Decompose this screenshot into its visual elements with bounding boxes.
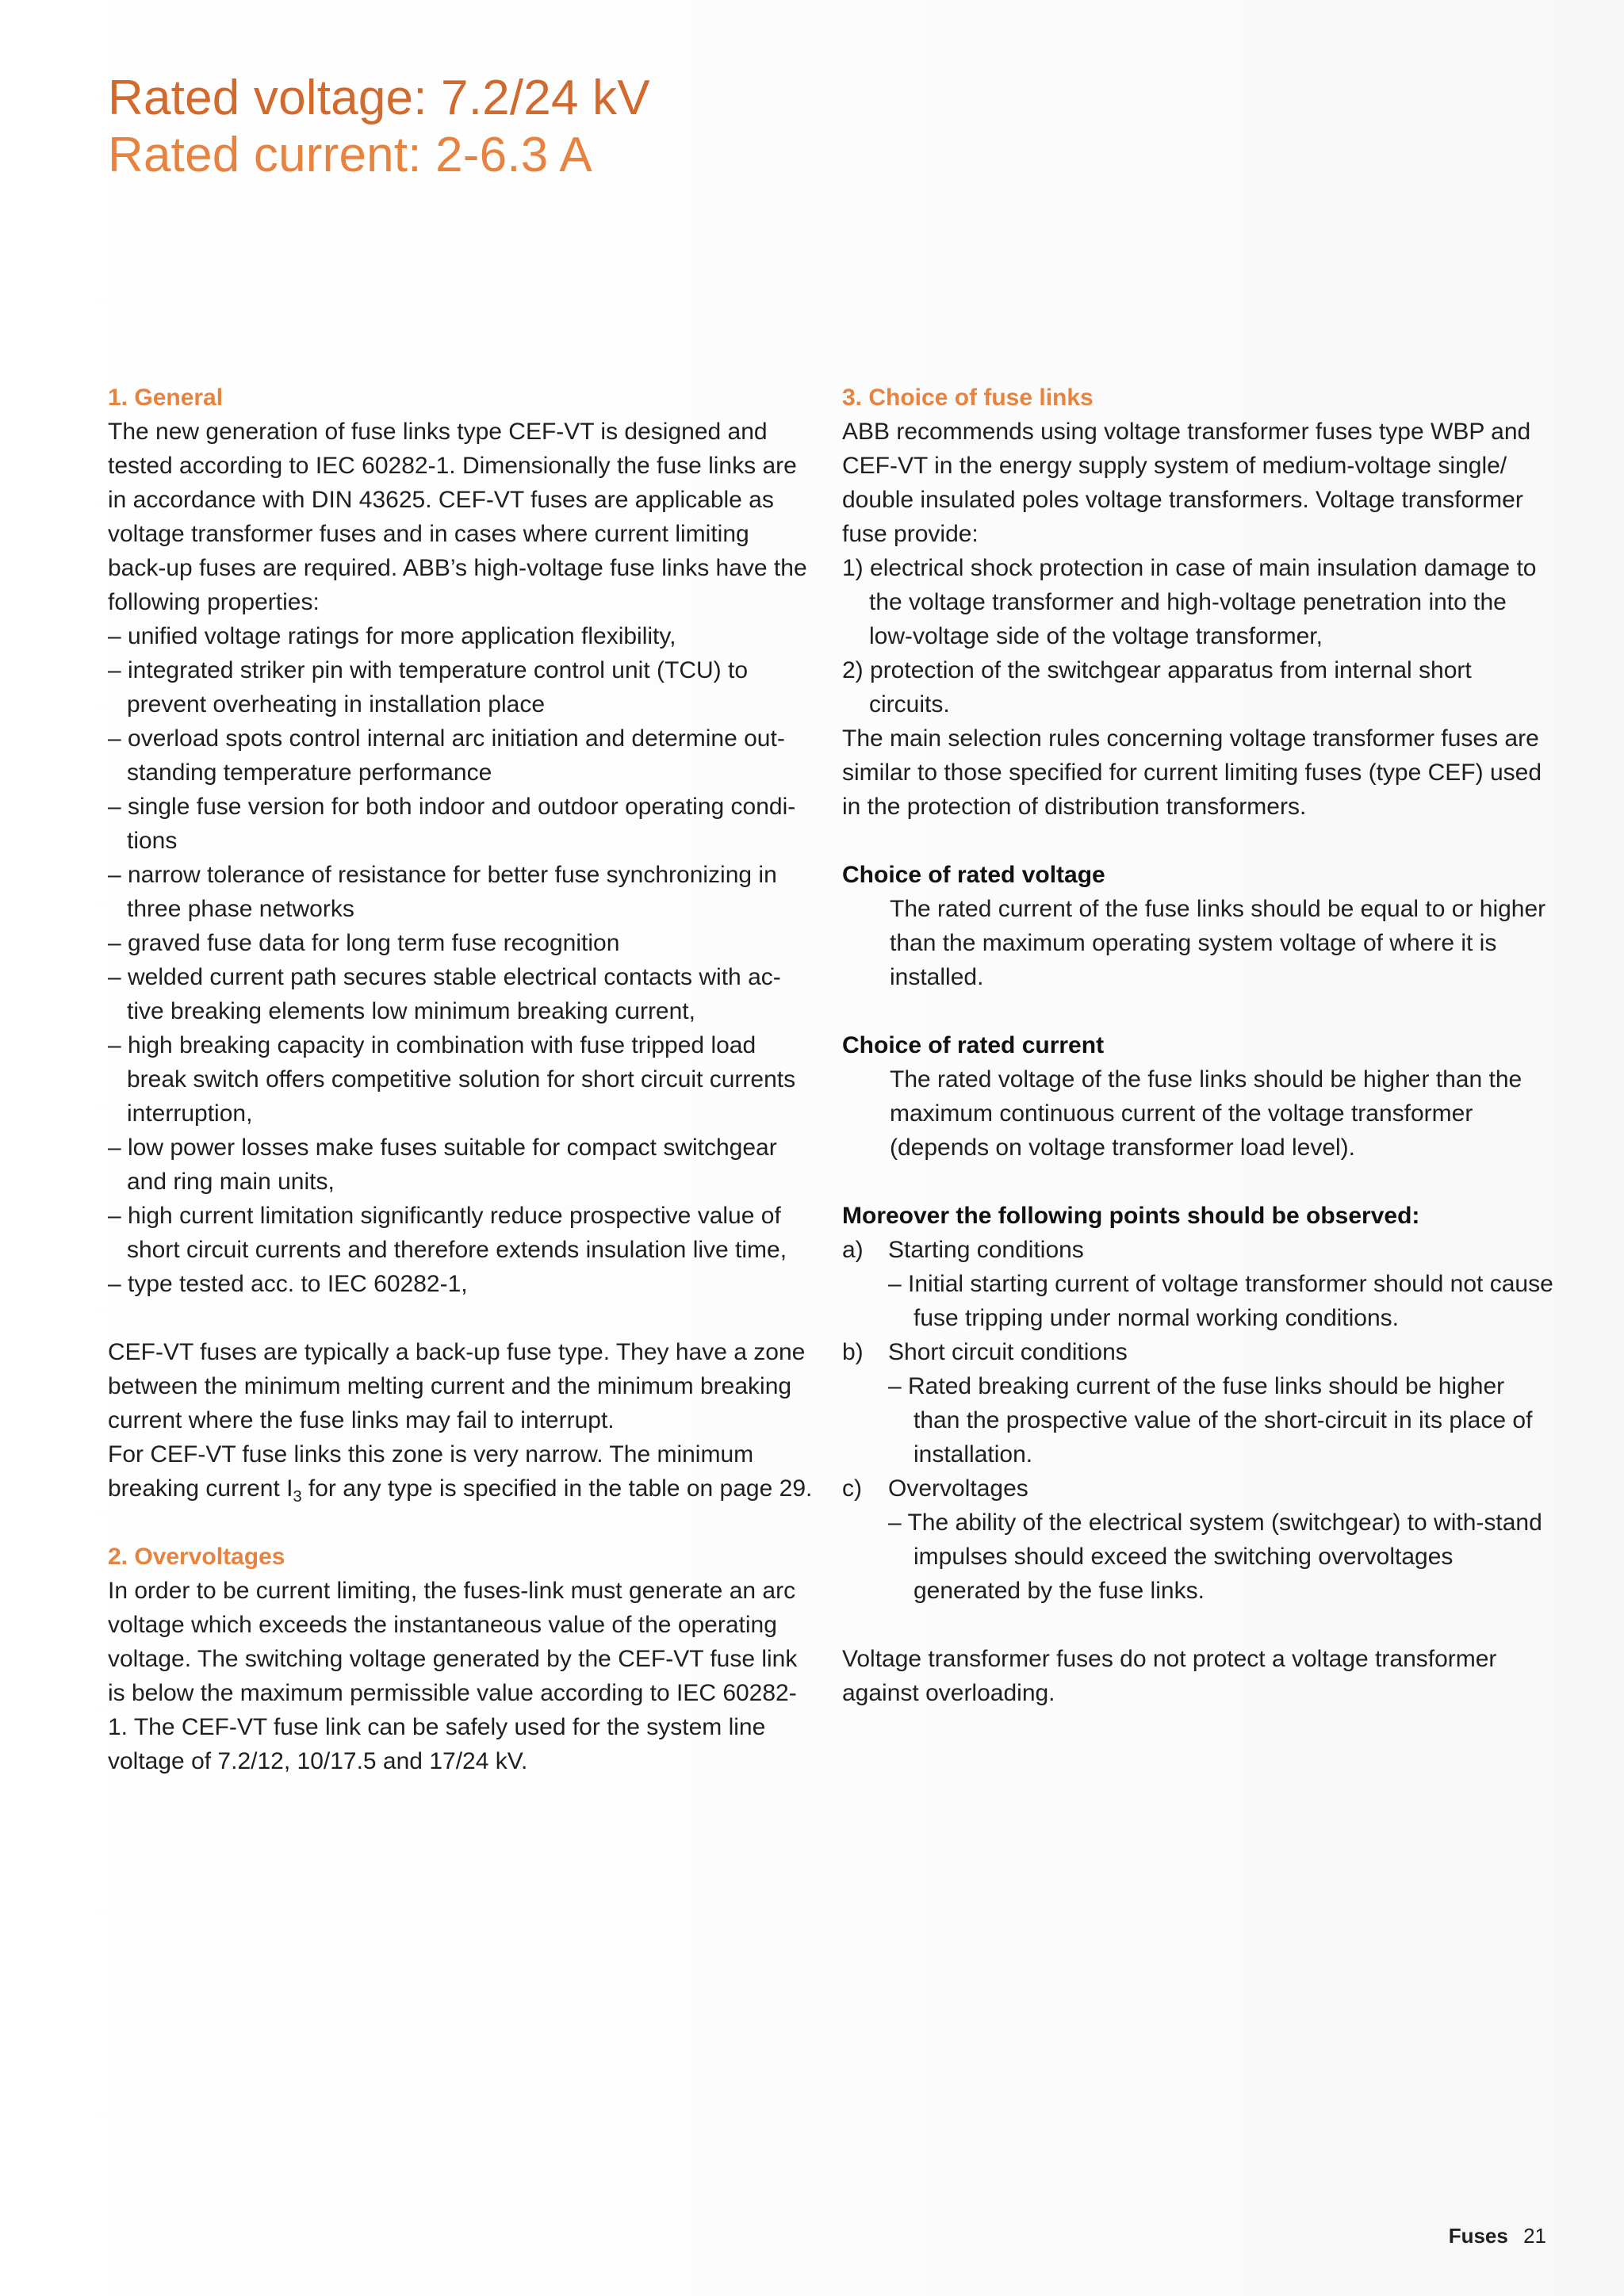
list-item: – welded current path secures stable electrical contacts with ac-tive breaking elements low minimum breaking current,	[108, 964, 781, 1024]
page-title-block	[108, 70, 650, 184]
list-item: – integrated striker pin with temperature control unit (TCU) to prevent overheating in installation place	[108, 657, 748, 718]
section-heading-choice: 3. Choice of fuse links	[842, 385, 1094, 411]
selection-paragraph: The main selection rules concerning voltage transformer fuses are similar to those specified for current limiting fuses (type CEF) used in the protection of distribution transformers.	[842, 725, 1542, 820]
point-row	[842, 1471, 1556, 1506]
list-item: – overload spots control internal arc initiation and determine out-standing temperature performance	[108, 725, 785, 786]
page-title-current: Rated current: 2-6.3 A	[108, 128, 592, 182]
footer-section-label: Fuses	[1448, 2224, 1508, 2248]
subheading-rated-current: Choice of rated current	[842, 1032, 1105, 1058]
breaking-current-text-a: For CEF-VT fuse links this zone is very narrow. The minimum breaking current I	[108, 1441, 754, 1502]
list-item: – type tested acc. to IEC 60282-1,	[108, 1271, 468, 1297]
spacer	[842, 824, 1556, 858]
page-footer	[1449, 2223, 1546, 2248]
point-row	[842, 1233, 1556, 1267]
section-heading-overvoltages: 2. Overvoltages	[108, 1544, 285, 1570]
breaking-current-subscript: 3	[293, 1488, 302, 1506]
point-label: c)	[842, 1475, 862, 1502]
breaking-current-paragraph	[108, 1437, 814, 1506]
spacer	[842, 1608, 1556, 1642]
page-number: 21	[1523, 2224, 1546, 2248]
rated-current-text: The rated voltage of the fuse links should be higher than the maximum continuous current of the voltage transformer (depends on voltage transformer load level).	[890, 1066, 1522, 1161]
rated-voltage-text: The rated current of the fuse links should be equal to or higher than the maximum operating system voltage of where it is installed.	[890, 896, 1546, 990]
list-item: – high current limitation significantly reduce prospective value of short circuit currents and therefore extends insulation live time,	[108, 1203, 787, 1263]
closing-paragraph: Voltage transformer fuses do not protect a voltage transformer against overloading.	[842, 1646, 1497, 1706]
section-heading-general: 1. General	[108, 385, 224, 411]
point-label: b)	[842, 1339, 864, 1365]
page-title-voltage: Rated voltage: 7.2/24 kV	[108, 71, 650, 125]
point-row	[842, 1335, 1556, 1369]
spacer	[108, 1506, 814, 1540]
left-column	[108, 381, 814, 1778]
breaking-current-text-b: for any type is specified in the table on page 29.	[301, 1475, 813, 1502]
point-title: Short circuit conditions	[888, 1339, 1128, 1365]
overvoltages-paragraph: In order to be current limiting, the fuses-link must generate an arc voltage which exceeds the instantaneous value of the operating voltage. The switching voltage generated by the CEF-VT fuse link is below the maximum permissible value according to IEC 60282-1. The CEF-VT fuse link can be safely used for the system line voltage of 7.2/12, 10/17.5 and 17/24 kV.	[108, 1578, 798, 1774]
point-title: Overvoltages	[888, 1475, 1028, 1502]
subheading-rated-voltage: Choice of rated voltage	[842, 862, 1105, 888]
list-item: – unified voltage ratings for more application flexibility,	[108, 623, 676, 649]
spacer	[108, 1301, 814, 1335]
point-title: Starting conditions	[888, 1237, 1084, 1263]
choice-paragraph: ABB recommends using voltage transformer fuses type WBP and CEF-VT in the energy supply system of medium-voltage single/ double insulated poles voltage transformers. Voltage transformer fuse provide:	[842, 419, 1531, 547]
spacer	[842, 1165, 1556, 1199]
list-item: – narrow tolerance of resistance for better fuse synchronizing in three phase networks	[108, 862, 777, 922]
backup-paragraph: CEF-VT fuses are typically a back-up fuse type. They have a zone between the minimum melting current and the minimum breaking current where the fuse links may fail to interrupt.	[108, 1339, 806, 1433]
list-item: 1) electrical shock protection in case of main insulation damage to the voltage transformer and high-voltage penetration into the low-voltage side of the voltage transformer,	[842, 555, 1537, 649]
right-column	[842, 381, 1556, 1710]
list-item: 2) protection of the switchgear apparatus from internal short circuits.	[842, 657, 1472, 718]
spacer	[842, 994, 1556, 1028]
point-detail: – Initial starting current of voltage transformer should not cause fuse tripping under normal working conditions.	[888, 1271, 1553, 1331]
list-item: – single fuse version for both indoor and outdoor operating condi-tions	[108, 794, 796, 854]
list-item: – low power losses make fuses suitable for compact switchgear and ring main units,	[108, 1135, 777, 1195]
subheading-moreover: Moreover the following points should be observed:	[842, 1203, 1420, 1229]
point-label: a)	[842, 1237, 864, 1263]
point-detail: – Rated breaking current of the fuse links should be higher than the prospective value of the short-circuit in its place of installation.	[888, 1373, 1533, 1468]
list-item: – graved fuse data for long term fuse recognition	[108, 930, 620, 956]
list-item: – high breaking capacity in combination with fuse tripped load break switch offers competitive solution for short circuit currents interruption,	[108, 1032, 796, 1127]
point-detail: – The ability of the electrical system (switchgear) to with-stand impulses should exceed the switching overvoltages generated by the fuse links.	[888, 1510, 1542, 1604]
general-paragraph: The new generation of fuse links type CEF-VT is designed and tested according to IEC 60282-1. Dimensionally the fuse links are in accordance with DIN 43625. CEF-VT fuses are applicable as voltage transformer fuses and in cases where current limiting back-up fuses are required. ABB’s high-voltage fuse links have the following properties:	[108, 419, 807, 615]
properties-list	[108, 619, 814, 1301]
